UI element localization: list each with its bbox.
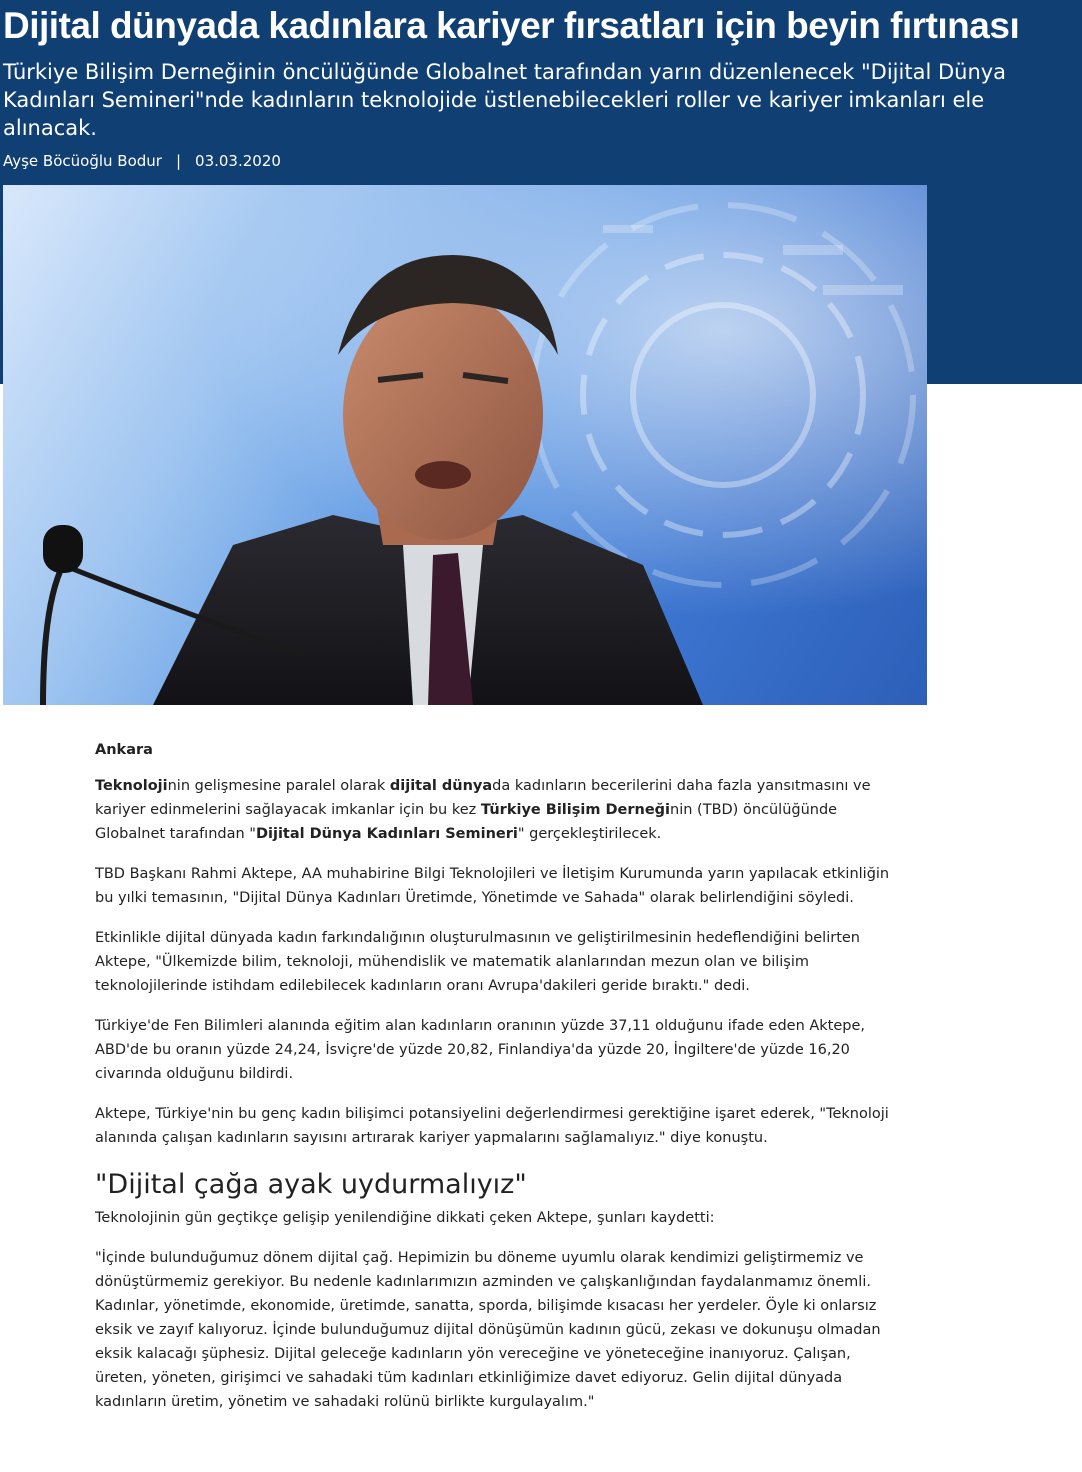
byline-separator: |	[175, 152, 182, 170]
keyword-link[interactable]: Türkiye Bilişim Derneği	[480, 802, 671, 818]
subheadline: Türkiye Bilişim Derneğinin öncülüğünde Globalnet tarafından yarın düzenlenecek "Dijital Dünya Kadınları Semineri"nde kadınların teknolojide üstlenebilecekleri roller ve kariyer imkanları ele alınacak.	[3, 60, 1007, 140]
quote-paragraph: "İçinde bulunduğumuz dönem dijital çağ. Hepimizin bu döneme uyumlu olarak kendimizi geliştirmemiz ve dönüştürmemiz gerekiyor. Bu nedenle kadınlarımızın azminden ve çalışkanlığından faydalanmamız önemli. Kadınlar, yönetimde, ekonomide, üretimde, sanatta, sporda, bilişimde kısacası her yerdeler. Öyle ki onlarsız eksik ve zayıf kalıyoruz. İçinde bulunduğumuz dijital dönüşümün kadının gücü, zekası ve dokunuşu olmadan eksik kalacağı şüphesiz. Dijital geleceğe kadınların yön vereceğine ve yöneteceğine inanıyoruz. Çalışan, üreten, yöneten, girişimci ve sahadaki tüm kadınları etkinliğimize davet ediyoruz. Gelin dijital dünyada kadınların üretim, yönetim ve sahadaki rolünü birlikte kurgulayalım."	[95, 1250, 881, 1410]
body-paragraph: TBD Başkanı Rahmi Aktepe, AA muhabirine Bilgi Teknolojileri ve İletişim Kurumunda yarın yapılacak etkinliğin bu yılki temasının, "Dijital Dünya Kadınları Üretimde, Yönetimde ve Sahada" olarak belirlendiğini söyledi.	[95, 866, 890, 906]
article-body	[95, 738, 895, 1430]
body-paragraph: Türkiye'de Fen Bilimleri alanında eğitim alan kadınların oranının yüzde 37,11 olduğunu ifade eden Aktepe, ABD'de bu oranın yüzde 24,24, İsviçre'de yüzde 20,82, Finlandiya'da yüzde 20, İngiltere'de yüzde 16,20 civarında olduğunu bildirdi.	[95, 1018, 866, 1082]
body-paragraph: Etkinlikle dijital dünyada kadın farkındalığının oluşturulmasının ve geliştirilmesinin hedeflendiğini belirten Aktepe, "Ülkemizde bilim, teknoloji, mühendislik ve matematik alanlarından mezun olan ve bilişim teknolojilerinde istihdam edilebilecek kadınların oranı Avrupa'dakileri geride bıraktı." dedi.	[95, 930, 860, 994]
lead-paragraph	[95, 774, 895, 846]
author-name[interactable]: Ayşe Böcüoğlu Bodur	[3, 152, 162, 170]
headline: Dijital dünyada kadınlara kariyer fırsatları için beyin fırtınası	[3, 5, 1020, 46]
lead-text: da kadınların becerilerini daha fazla yansıtmasını ve kariyer edinmelerini sağlayacak imkanlar için bu kez	[95, 778, 871, 818]
keyword-link[interactable]: Dijital Dünya Kadınları Semineri	[255, 826, 518, 842]
keyword-link[interactable]: Teknoloji	[95, 778, 168, 794]
byline	[3, 151, 281, 171]
section-subheading: "Dijital çağa ayak uydurmalıyız"	[95, 1169, 527, 1200]
lead-text: nin gelişmesine paralel olarak	[167, 778, 390, 794]
lead-text: nin (TBD) öncülüğünde Globalnet tarafından "	[95, 802, 838, 842]
body-paragraph: Aktepe, Türkiye'nin bu genç kadın bilişimci potansiyelini değerlendirmesi gerektiğine işaret ederek, "Teknoloji alanında çalışan kadınların sayısını artırarak kariyer yapmalarını sağlamalıyız." diye konuştu.	[95, 1106, 889, 1146]
body-paragraph: Teknolojinin gün geçtikçe gelişip yenilendiğine dikkati çeken Aktepe, şunları kaydetti:	[95, 1210, 715, 1226]
publish-date: 03.03.2020	[195, 152, 281, 170]
keyword-link[interactable]: dijital dünya	[389, 778, 493, 794]
article-photo	[3, 185, 927, 705]
lead-text: " gerçekleştirilecek.	[517, 826, 662, 842]
dateline: Ankara	[95, 742, 153, 758]
